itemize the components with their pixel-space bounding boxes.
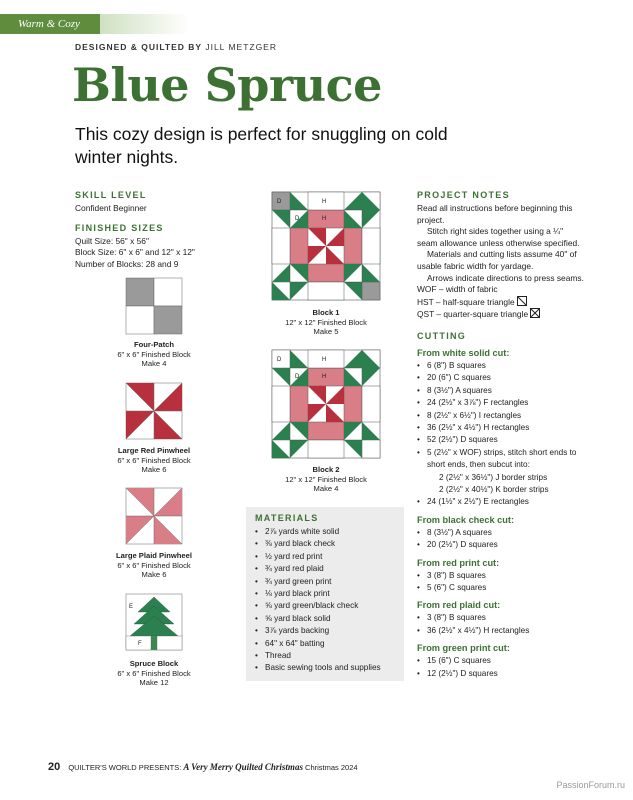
cut-item: • 6 (8") B squares: [417, 360, 585, 372]
right-column: [417, 190, 585, 680]
note-def: HST – half-square triangle: [417, 296, 515, 307]
note-def: WOF – width of fabric: [417, 284, 498, 295]
four-patch-diagram: [126, 278, 182, 334]
block-size: 6" x 6" Finished Block: [117, 560, 191, 570]
block-make: Make 12: [139, 678, 169, 688]
block-size: 6" x 6" Finished Block: [117, 455, 191, 465]
materials-list: [255, 526, 404, 675]
cut-item: • 8 (2½" x 6½") I rectangles: [417, 410, 585, 422]
label-h: H: [322, 357, 327, 363]
cut-item: • 3 (8") B squares: [417, 612, 585, 624]
cut-item: • 5 (2½" x WOF) strips, stitch short ends to short ends, then subcut into:: [417, 447, 585, 472]
note-def: QST – quarter-square triangle: [417, 309, 529, 320]
cut-item: • 8 (3½") A squares: [417, 385, 585, 397]
material-item: • ¾ yard green print: [255, 576, 404, 588]
cut-item: • 12 (2½") D squares: [417, 668, 585, 680]
label-h: H: [322, 374, 327, 380]
cut-list-black-check: [417, 527, 585, 552]
cut-group-title: From black check cut:: [417, 514, 515, 525]
sizes-line: Quilt Size: 56" x 56": [75, 235, 149, 246]
page-title: Blue Spruce: [72, 58, 382, 112]
byline: [75, 42, 277, 52]
cut-group-title: From red plaid cut:: [417, 600, 501, 611]
cut-group-title: From white solid cut:: [417, 347, 510, 358]
spruce-caption: [94, 659, 214, 688]
byline-prefix: DESIGNED & QUILTED BY: [75, 42, 202, 52]
label-h: H: [322, 216, 327, 222]
materials-heading: MATERIALS: [255, 513, 319, 523]
page-footer: [48, 761, 358, 773]
sizes-line: Number of Blocks: 28 and 9: [75, 258, 179, 269]
watermark: PassionForum.ru: [556, 780, 625, 790]
cut-group-title: From red print cut:: [417, 557, 500, 568]
label-e: E: [129, 604, 134, 610]
material-item: • ⅝ yard green/black check: [255, 600, 404, 612]
material-item: • Basic sewing tools and supplies: [255, 662, 404, 674]
label-h: H: [322, 199, 327, 205]
qst-icon: [530, 308, 540, 318]
plaid-pinwheel-caption: [94, 551, 214, 580]
material-item: • 3⅞ yards backing: [255, 625, 404, 637]
label-d: D: [295, 374, 300, 380]
cut-list-red-plaid: [417, 612, 585, 637]
material-item: • ¾ yard red plaid: [255, 563, 404, 575]
plaid-pinwheel-diagram: [126, 488, 182, 544]
sizes-heading: FINISHED SIZES: [75, 222, 164, 233]
block-size: 6" x 6" Finished Block: [117, 349, 191, 359]
block2-diagram: [272, 350, 380, 458]
note-def-hst: [417, 296, 585, 309]
material-item: • ⅛ yard black print: [255, 588, 404, 600]
block-size: 12" x 12" Finished Block: [285, 474, 367, 484]
red-pinwheel-diagram: [126, 383, 182, 439]
materials-box: [246, 507, 404, 681]
block-name: Large Red Pinwheel: [117, 446, 191, 455]
cut-list-red-print: [417, 570, 585, 595]
block-make: Make 6: [141, 570, 167, 580]
tab-fade: [100, 14, 190, 34]
block1-diagram: [272, 192, 380, 300]
block-make: Make 4: [141, 359, 167, 369]
block-make: Make 6: [141, 465, 167, 475]
label-d: D: [277, 199, 282, 205]
cut-item: • 24 (2½" x 3⅞") F rectangles: [417, 397, 585, 409]
cut-item: • 3 (8") B squares: [417, 570, 585, 582]
label-d: D: [277, 357, 282, 363]
cut-item: • 8 (3½") A squares: [417, 527, 585, 539]
cut-item: • 20 (6") C squares: [417, 372, 585, 384]
block2-caption: [266, 465, 386, 494]
cut-list-green-print: [417, 655, 585, 680]
red-pinwheel-caption: [94, 446, 214, 475]
footer-title: A Very Merry Quilted Christmas: [183, 762, 303, 772]
block-name: Large Plaid Pinwheel: [116, 551, 192, 560]
cut-list-white-end: [417, 496, 585, 508]
material-item: • ½ yard red print: [255, 551, 404, 563]
byline-name: JILL METZGER: [205, 42, 277, 52]
note-paragraph: Materials and cutting lists assume 40" of usable fabric width for yardage.: [417, 249, 577, 271]
page-number: 20: [48, 761, 61, 773]
cut-subitem: 2 (2½" x 36½") J border strips: [439, 472, 548, 482]
sizes-line: Block Size: 6" x 6" and 12" x 12": [75, 247, 195, 258]
cut-item: • 36 (2½" x 4½") H rectangles: [417, 422, 585, 434]
cut-item: • 52 (2½") D squares: [417, 434, 585, 446]
block-name: Block 1: [312, 308, 340, 317]
material-item: • 2⅞ yards white solid: [255, 526, 404, 538]
label-d: D: [295, 216, 300, 222]
cut-list-white: [417, 360, 585, 472]
label-f: F: [138, 641, 142, 647]
block-make: Make 5: [313, 327, 339, 337]
block1-caption: [266, 308, 386, 337]
cut-item: • 36 (2½" x 4½") H rectangles: [417, 625, 585, 637]
hst-icon: [517, 296, 527, 306]
note-paragraph: Arrows indicate directions to press seams.: [427, 272, 584, 283]
note-paragraph: Read all instructions before beginning this project.: [417, 203, 573, 225]
note-paragraph: Stitch right sides together using a ¼" seam allowance unless otherwise specified.: [417, 226, 580, 248]
cut-item: • 5 (6") C squares: [417, 582, 585, 594]
cut-group-title: From green print cut:: [417, 643, 510, 654]
note-def-qst: [417, 308, 585, 321]
block-size: 12" x 12" Finished Block: [285, 317, 367, 327]
spruce-block-diagram: [126, 594, 182, 650]
cut-item: • 24 (1½" x 2½") E rectangles: [417, 496, 585, 508]
notes-heading: PROJECT NOTES: [417, 190, 510, 200]
block-size: 6" x 6" Finished Block: [117, 668, 191, 678]
block-name: Four-Patch: [133, 340, 175, 349]
skill-section: [75, 190, 235, 270]
block-name: Block 2: [312, 465, 340, 474]
cutting-heading: CUTTING: [417, 330, 467, 341]
cut-item: • 20 (2½") D squares: [417, 539, 585, 551]
block-name: Spruce Block: [129, 659, 179, 668]
skill-heading: SKILL LEVEL: [75, 190, 147, 200]
block-make: Make 4: [313, 484, 339, 494]
material-item: • Thread: [255, 650, 404, 662]
footer-publisher: QUILTER'S WORLD PRESENTS:: [68, 763, 182, 772]
section-tab: Warm & Cozy: [0, 14, 100, 34]
material-item: • 64" x 64" batting: [255, 638, 404, 650]
four-patch-caption: [94, 340, 214, 369]
cut-item: • 15 (6") C squares: [417, 655, 585, 667]
footer-issue: Christmas 2024: [305, 763, 358, 772]
material-item: • ⅝ yard black solid: [255, 613, 404, 625]
page-subtitle: This cozy design is perfect for snuggling on cold winter nights.: [75, 124, 448, 167]
skill-value: Confident Beginner: [75, 203, 147, 213]
cut-subitem: 2 (2½" x 40½") K border strips: [439, 485, 549, 494]
material-item: • ⅜ yard black check: [255, 538, 404, 550]
